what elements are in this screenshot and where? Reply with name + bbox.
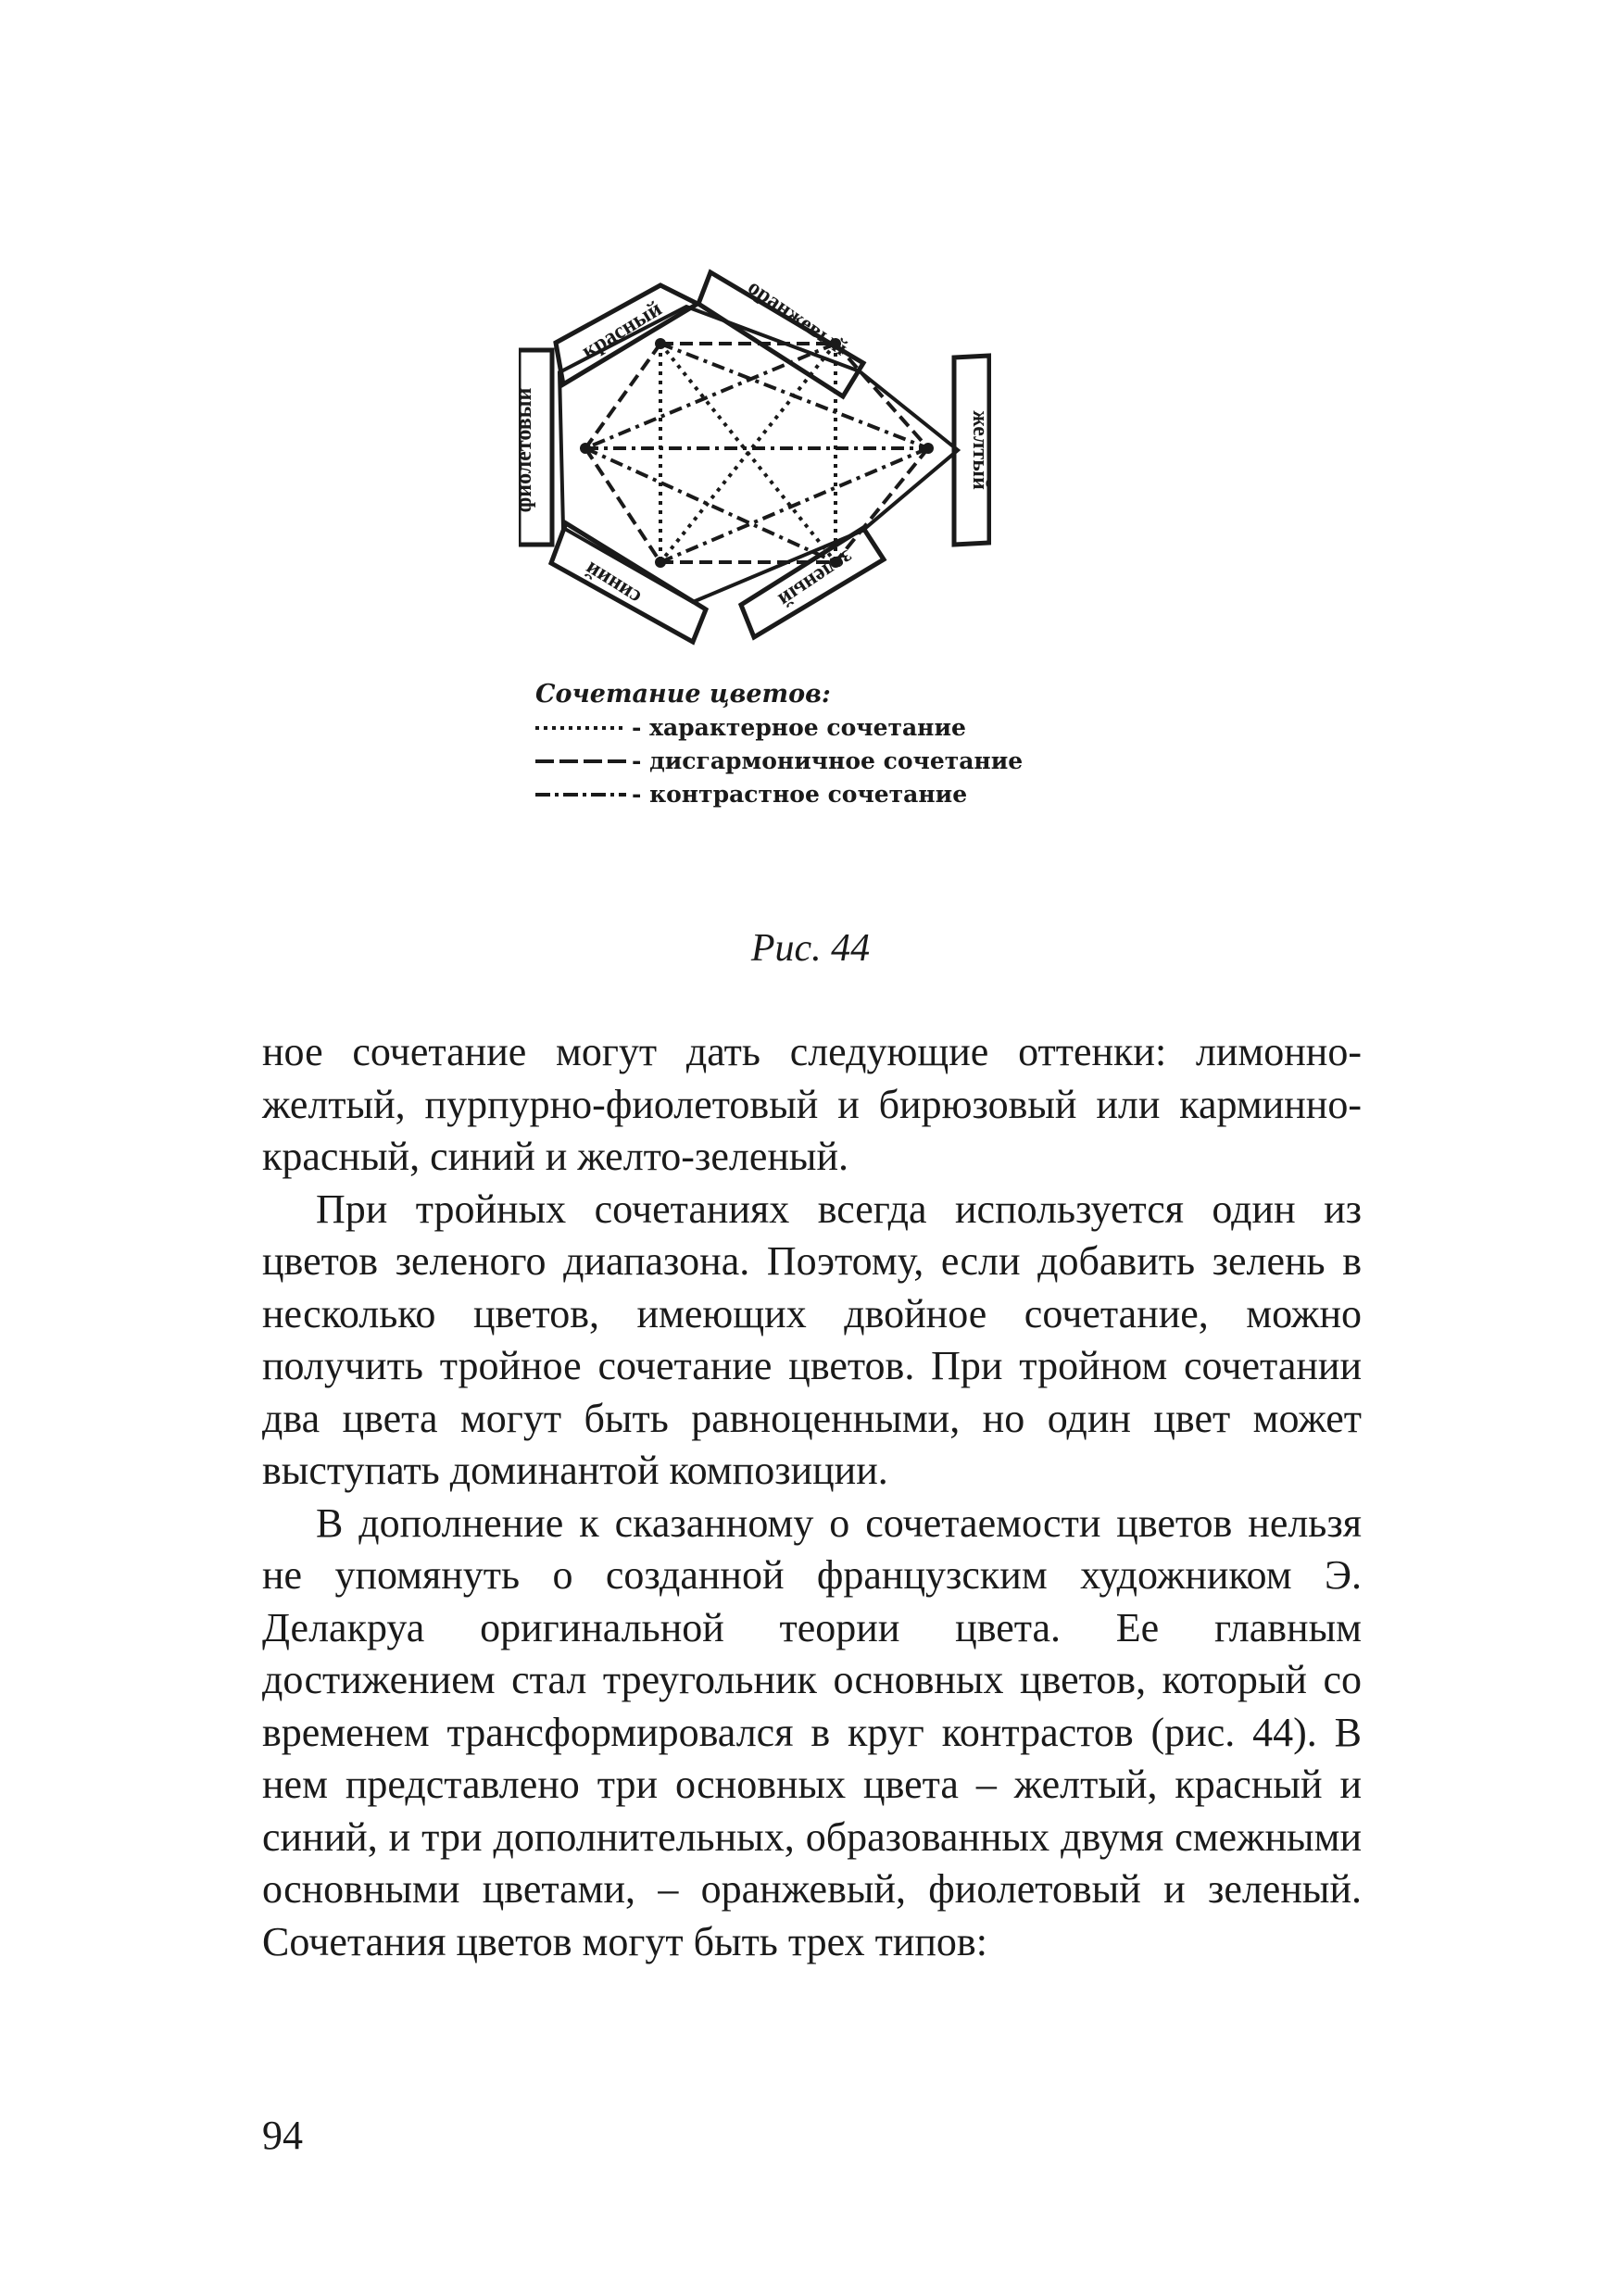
color-contrast-diagram: [519, 250, 991, 658]
dashed-line-sample: [535, 756, 626, 767]
vertex-points: [580, 338, 934, 568]
legend-title: Сочетание цветов:: [535, 680, 831, 709]
label-red: красный: [577, 296, 667, 364]
line-orange-yellow: [836, 344, 928, 448]
label-yellow: желтый: [968, 410, 991, 490]
figure-caption: Рис. 44: [750, 927, 871, 970]
figure-legend: [535, 678, 1202, 811]
body-text: [262, 1026, 1362, 1968]
legend-label: - контрастное сочетание: [632, 781, 968, 808]
label-violet: [519, 387, 536, 512]
legend-item-contrast: [535, 778, 1202, 811]
label-blue: синий: [580, 556, 646, 609]
legend-label: - дисгармоничное сочетание: [632, 747, 1024, 774]
dotted-line-sample: [535, 722, 626, 734]
dash-dot-line-sample: [535, 789, 626, 800]
legend-item-characteristic: [535, 711, 1202, 745]
paragraph: ное сочетание могут дать следующие оттенки: лимонно-желтый, пурпурно-фиолетовый и бирюзовый или карминно-красный, синий и желто-зеленый.: [262, 1029, 1362, 1179]
paragraph: В дополнение к сказанному о сочетаемости цветов нельзя не упомянуть о созданной французским художником Э. Делакруа оригинальной теории цвета. Ее главным достижением стал треугольник основных цветов, который со временем трансформировался в круг контрастов (рис. 44). В нем представлено три основных цвета – желтый, красный и синий, и три дополнительных, образованных двумя смежными основными цветами, – оранжевый, фиолетовый и зеленый. Сочетания цветов могут быть трех типов:: [262, 1499, 1362, 1964]
paragraph: При тройных сочетаниях всегда используется один из цветов зеленого диапазона. Поэтому, если добавить зелень в несколько цветов, имеющих двойное сочетание, можно получить тройное сочетание цветов. При тройном сочетании два цвета могут быть равноценными, но один цвет может выступать доминантой композиции.: [262, 1186, 1362, 1493]
label-green: зеленый: [773, 545, 858, 612]
line-yellow-green: [836, 448, 928, 562]
legend-item-disharmonious: [535, 745, 1202, 778]
label-orange: оранжевый: [743, 275, 852, 361]
hexagon-diagram: [519, 250, 991, 658]
page-number: 94: [262, 2113, 303, 2158]
legend-label: - характерное сочетание: [632, 714, 966, 741]
